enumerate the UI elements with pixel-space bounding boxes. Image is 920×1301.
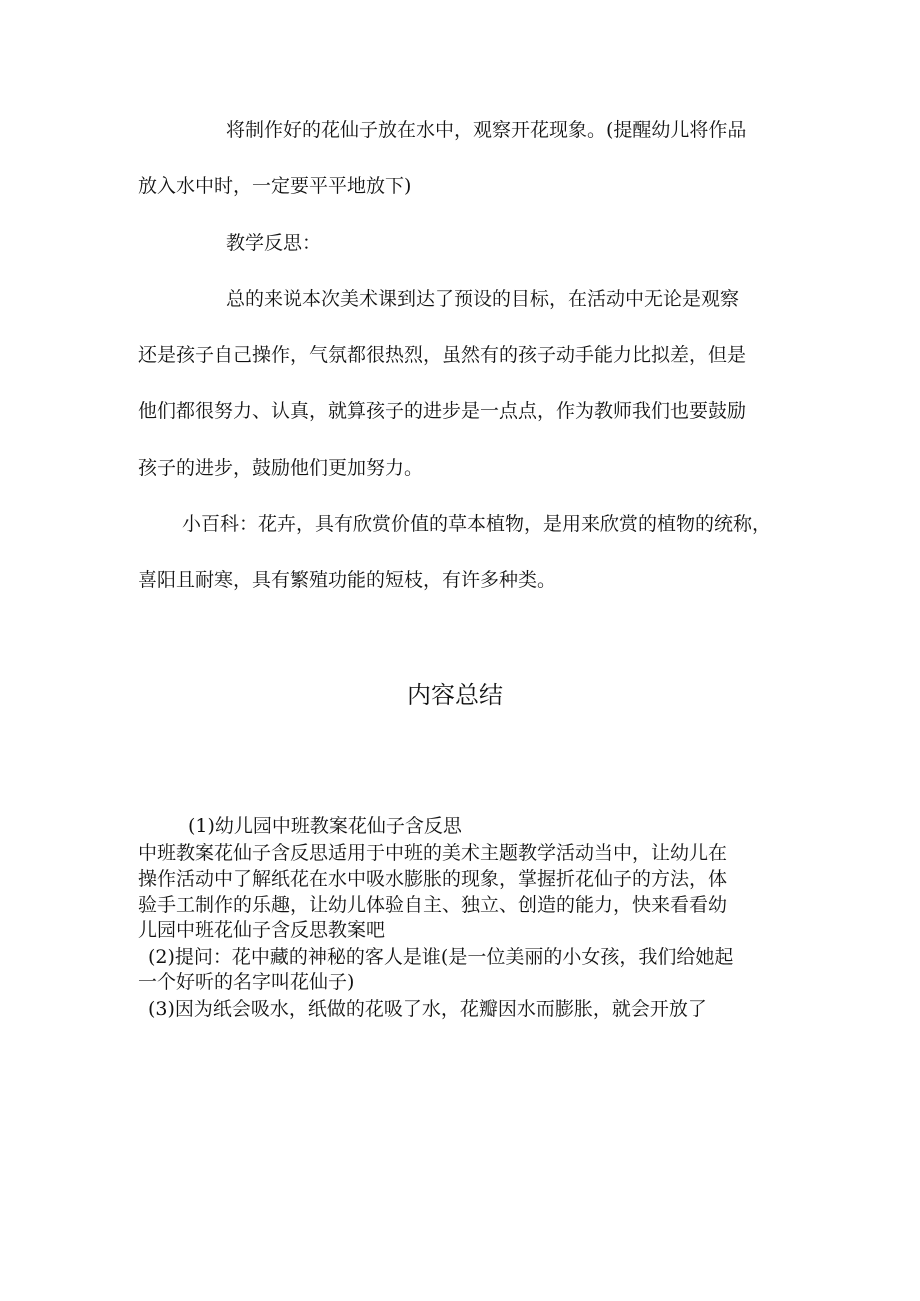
paragraph-2-line-2: 还是孩子自己操作，气氛都很热烈，虽然有的孩子动手能力比拟差，但是 bbox=[138, 344, 747, 366]
paragraph-1-line-2: 放入水中时，一定要平平地放下) bbox=[138, 175, 412, 197]
reflection-heading: 教学反思： bbox=[226, 232, 322, 254]
paragraph-1-line-1: 将制作好的花仙子放在水中，观察开花现象。(提醒幼儿将作品 bbox=[226, 119, 747, 141]
summary-item-2-line-2: 一个好听的名字叫花仙子) bbox=[138, 971, 355, 993]
summary-item-1-line-3: 验手工制作的乐趣，让幼儿体验自主、独立、创造的能力，快来看看幼 bbox=[138, 894, 728, 916]
paragraph-3-line-2: 喜阳且耐寒，具有繁殖功能的短枝，有许多种类。 bbox=[138, 569, 557, 591]
summary-title: 内容总结 bbox=[407, 681, 503, 709]
paragraph-2-line-4: 孩子的进步，鼓励他们更加努力。 bbox=[138, 457, 424, 479]
summary-item-1-line-4: 儿园中班花仙子含反思教案吧 bbox=[138, 919, 386, 941]
summary-item-1-line-1: 中班教案花仙子含反思适用于中班的美术主题教学活动当中，让幼儿在 bbox=[138, 842, 728, 864]
summary-item-1-line-2: 操作活动中了解纸花在水中吸水膨胀的现象，掌握折花仙子的方法，体 bbox=[138, 868, 728, 890]
paragraph-2-line-1: 总的来说本次美术课到达了预设的目标，在活动中无论是观察 bbox=[226, 288, 740, 310]
paragraph-2-line-3: 他们都很努力、认真，就算孩子的进步是一点点，作为教师我们也要鼓励 bbox=[138, 400, 747, 422]
summary-item-2-line-1: (2)提问：花中藏的神秘的客人是谁(是一位美丽的小女孩，我们给她起 bbox=[148, 946, 734, 968]
summary-item-1-heading: (1)幼儿园中班教案花仙子含反思 bbox=[188, 815, 462, 837]
summary-item-3: (3)因为纸会吸水，纸做的花吸了水，花瓣因水而膨胀，就会开放了 bbox=[148, 998, 707, 1020]
paragraph-3-line-1: 小百科：花卉，具有欣赏价值的草本植物，是用来欣赏的植物的统称， bbox=[182, 513, 772, 535]
